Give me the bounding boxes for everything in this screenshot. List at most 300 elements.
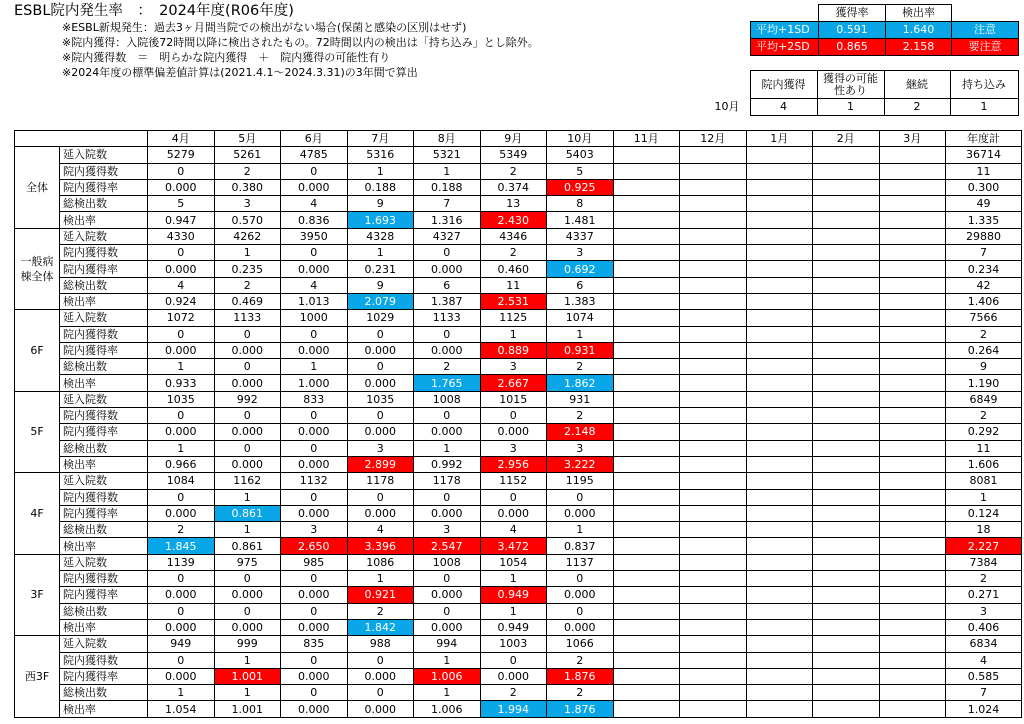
data-cell: 0 [214, 603, 281, 619]
data-cell [680, 424, 747, 440]
data-cell: 1.693 [347, 212, 414, 228]
data-cell [680, 326, 747, 342]
data-cell [813, 636, 880, 652]
data-cell [613, 571, 680, 587]
data-cell [813, 293, 880, 309]
row-label: 延入院数 [60, 147, 148, 163]
total-cell: 7566 [946, 310, 1022, 326]
data-cell [879, 277, 946, 293]
data-cell: 949 [148, 636, 215, 652]
header-month: 6月 [281, 131, 348, 147]
data-cell [680, 408, 747, 424]
total-cell: 0.300 [946, 179, 1022, 195]
note-1: ※ESBL新規発生：過去3ヶ月間当院での検出がない場合(保菌と感染の区別はせず) [62, 21, 467, 34]
data-cell [879, 147, 946, 163]
header-month: 1月 [746, 131, 813, 147]
data-cell [613, 310, 680, 326]
total-cell: 36714 [946, 147, 1022, 163]
data-cell: 5321 [414, 147, 481, 163]
data-cell: 1 [414, 440, 481, 456]
data-cell: 1.006 [414, 668, 481, 684]
data-cell: 1.383 [547, 293, 614, 309]
total-cell: 0.406 [946, 619, 1022, 635]
data-cell [879, 163, 946, 179]
table-row [15, 701, 1022, 717]
data-cell: 988 [347, 636, 414, 652]
total-cell: 7384 [946, 554, 1022, 570]
data-cell: 1 [414, 163, 481, 179]
data-cell [879, 554, 946, 570]
data-cell [613, 342, 680, 358]
data-cell [746, 522, 813, 538]
data-cell: 1 [214, 685, 281, 701]
data-cell: 0 [281, 571, 348, 587]
data-cell [879, 245, 946, 261]
group-label: 一般病棟全体 [15, 228, 60, 309]
data-cell [680, 538, 747, 554]
data-cell: 0.235 [214, 261, 281, 277]
data-cell [879, 505, 946, 521]
row-label: 延入院数 [60, 554, 148, 570]
data-cell: 0 [281, 326, 348, 342]
data-cell [613, 538, 680, 554]
data-cell [680, 473, 747, 489]
table-row [15, 603, 1022, 619]
total-cell: 0.292 [946, 424, 1022, 440]
data-cell: 1.000 [281, 375, 348, 391]
table-row [15, 342, 1022, 358]
data-cell: 1 [480, 571, 547, 587]
data-cell: 2 [148, 522, 215, 538]
data-cell: 1162 [214, 473, 281, 489]
data-cell: 2.547 [414, 538, 481, 554]
data-cell [879, 293, 946, 309]
data-cell: 1 [347, 163, 414, 179]
data-cell: 5 [148, 196, 215, 212]
row-label: 総検出数 [60, 685, 148, 701]
data-cell [813, 489, 880, 505]
data-cell: 1.387 [414, 293, 481, 309]
data-cell: 975 [214, 554, 281, 570]
row-label: 検出率 [60, 212, 148, 228]
total-cell: 2 [946, 408, 1022, 424]
data-cell: 1054 [480, 554, 547, 570]
total-cell: 11 [946, 163, 1022, 179]
data-cell: 0 [414, 245, 481, 261]
table-row [15, 375, 1022, 391]
threshold-1sd-status: 注意 [952, 22, 1019, 39]
data-cell: 3 [281, 522, 348, 538]
data-cell: 994 [414, 636, 481, 652]
total-cell: 2 [946, 326, 1022, 342]
data-cell: 3 [214, 196, 281, 212]
data-cell: 1 [547, 522, 614, 538]
data-cell: 0.836 [281, 212, 348, 228]
data-cell [813, 522, 880, 538]
data-cell [680, 342, 747, 358]
data-cell: 2.531 [480, 293, 547, 309]
data-cell [680, 212, 747, 228]
data-cell: 1 [480, 326, 547, 342]
data-cell [613, 701, 680, 717]
total-cell: 1 [946, 489, 1022, 505]
data-cell: 0.000 [214, 424, 281, 440]
data-cell: 1 [214, 489, 281, 505]
total-cell: 0.234 [946, 261, 1022, 277]
data-cell: 0.000 [281, 587, 348, 603]
data-cell: 0 [480, 489, 547, 505]
data-cell [680, 619, 747, 635]
data-cell [746, 619, 813, 635]
total-cell: 8081 [946, 473, 1022, 489]
data-cell: 0.000 [414, 261, 481, 277]
data-cell: 2.079 [347, 293, 414, 309]
note-3: ※院内獲得数 ＝ 明らかな院内獲得 ＋ 院内獲得の可能性有り [62, 51, 391, 64]
data-cell: 4 [480, 522, 547, 538]
data-cell: 0.000 [347, 701, 414, 717]
total-cell: 49 [946, 196, 1022, 212]
row-label: 総検出数 [60, 359, 148, 375]
group-label: 4F [15, 473, 60, 554]
data-cell [613, 326, 680, 342]
threshold-2sd-det: 2.158 [886, 39, 952, 56]
row-label: 院内獲得数 [60, 489, 148, 505]
header-month: 9月 [480, 131, 547, 147]
data-cell: 1133 [214, 310, 281, 326]
data-cell [746, 489, 813, 505]
threshold-1sd-det: 1.640 [886, 22, 952, 39]
data-cell [746, 261, 813, 277]
data-cell [879, 196, 946, 212]
data-cell: 0 [281, 163, 348, 179]
data-cell [613, 261, 680, 277]
data-cell: 0.949 [480, 619, 547, 635]
data-cell [680, 245, 747, 261]
data-cell [613, 163, 680, 179]
data-cell [813, 196, 880, 212]
data-cell: 0 [281, 440, 348, 456]
data-cell: 2.650 [281, 538, 348, 554]
data-cell: 1132 [281, 473, 348, 489]
data-cell [613, 408, 680, 424]
data-cell: 0 [347, 652, 414, 668]
data-cell: 5349 [480, 147, 547, 163]
data-cell [813, 668, 880, 684]
row-label: 延入院数 [60, 391, 148, 407]
table-row [15, 571, 1022, 587]
data-cell: 0 [414, 408, 481, 424]
data-cell [813, 685, 880, 701]
data-cell: 0.000 [414, 424, 481, 440]
counts-head-continued: 継続 [884, 71, 950, 99]
data-cell [680, 571, 747, 587]
data-cell: 2 [214, 163, 281, 179]
data-cell [613, 636, 680, 652]
header-month: 12月 [680, 131, 747, 147]
group-label: 5F [15, 391, 60, 472]
row-label: 院内獲得率 [60, 179, 148, 195]
header-month: 11月 [613, 131, 680, 147]
data-cell [613, 359, 680, 375]
header-month: 7月 [347, 131, 414, 147]
data-cell: 4 [281, 196, 348, 212]
data-cell [680, 587, 747, 603]
data-cell: 0.000 [214, 342, 281, 358]
data-cell: 1084 [148, 473, 215, 489]
table-row [15, 554, 1022, 570]
data-cell: 1 [414, 652, 481, 668]
data-cell [746, 668, 813, 684]
data-cell: 0.000 [148, 261, 215, 277]
data-cell: 0 [547, 489, 614, 505]
threshold-col-acq: 獲得率 [819, 5, 886, 22]
data-cell: 0 [148, 571, 215, 587]
data-cell: 0 [547, 603, 614, 619]
data-cell [746, 424, 813, 440]
data-cell [680, 196, 747, 212]
data-cell: 5261 [214, 147, 281, 163]
data-cell: 0 [347, 408, 414, 424]
incidence-table [14, 130, 1022, 718]
table-row [15, 261, 1022, 277]
data-cell: 0.949 [480, 587, 547, 603]
data-cell [813, 375, 880, 391]
data-cell: 0 [214, 408, 281, 424]
data-cell: 0.570 [214, 212, 281, 228]
row-label: 院内獲得数 [60, 571, 148, 587]
data-cell: 0.966 [148, 456, 215, 472]
data-cell: 1.013 [281, 293, 348, 309]
group-label: 3F [15, 554, 60, 635]
data-cell: 1015 [480, 391, 547, 407]
data-cell: 2 [547, 652, 614, 668]
data-cell: 2 [347, 603, 414, 619]
note-2: ※院内獲得：入院後72時間以降に検出されたもの。72時間以内の検出は「持ち込み」とし除外。 [62, 36, 539, 49]
data-cell [680, 375, 747, 391]
data-cell: 0 [148, 245, 215, 261]
data-cell [813, 147, 880, 163]
data-cell: 3 [480, 359, 547, 375]
data-cell: 0.000 [347, 505, 414, 521]
data-cell: 0.000 [148, 179, 215, 195]
data-cell [746, 147, 813, 163]
data-cell: 0.837 [547, 538, 614, 554]
total-cell: 18 [946, 522, 1022, 538]
table-row [15, 652, 1022, 668]
data-cell: 2.956 [480, 456, 547, 472]
data-cell [879, 440, 946, 456]
data-cell [813, 310, 880, 326]
data-cell: 2 [547, 408, 614, 424]
threshold-1sd-label: 平均+1SD [751, 22, 819, 39]
data-cell: 1003 [480, 636, 547, 652]
data-cell: 1.481 [547, 212, 614, 228]
data-cell: 1 [281, 359, 348, 375]
data-cell: 0.000 [414, 342, 481, 358]
data-cell: 1133 [414, 310, 481, 326]
row-label: 延入院数 [60, 636, 148, 652]
data-cell [813, 456, 880, 472]
data-cell [813, 277, 880, 293]
data-cell: 0 [148, 603, 215, 619]
data-cell [613, 228, 680, 244]
data-cell [746, 571, 813, 587]
data-cell: 4262 [214, 228, 281, 244]
data-cell: 0 [414, 603, 481, 619]
data-cell: 0 [281, 652, 348, 668]
data-cell: 2.899 [347, 456, 414, 472]
data-cell [746, 277, 813, 293]
data-cell [746, 603, 813, 619]
total-cell: 1.606 [946, 456, 1022, 472]
data-cell [879, 701, 946, 717]
data-cell [613, 179, 680, 195]
table-row [15, 538, 1022, 554]
data-cell: 0 [347, 489, 414, 505]
counts-value-continued: 2 [884, 99, 950, 116]
data-cell [613, 196, 680, 212]
data-cell [680, 668, 747, 684]
data-cell: 0.000 [148, 587, 215, 603]
data-cell: 0.000 [347, 375, 414, 391]
data-cell: 0 [480, 652, 547, 668]
data-cell: 2 [547, 359, 614, 375]
data-cell [613, 440, 680, 456]
data-cell [613, 619, 680, 635]
data-cell: 9 [347, 277, 414, 293]
data-cell [680, 554, 747, 570]
data-cell [813, 619, 880, 635]
data-cell [680, 228, 747, 244]
data-cell: 1139 [148, 554, 215, 570]
data-cell: 0.000 [214, 375, 281, 391]
data-cell: 1035 [347, 391, 414, 407]
data-cell [613, 522, 680, 538]
data-cell: 1137 [547, 554, 614, 570]
counts-value-acquired: 4 [750, 99, 817, 116]
data-cell [613, 505, 680, 521]
data-cell: 0.692 [547, 261, 614, 277]
data-cell: 0.188 [414, 179, 481, 195]
data-cell: 9 [347, 196, 414, 212]
data-cell [746, 212, 813, 228]
data-cell: 0 [214, 326, 281, 342]
data-cell: 0 [148, 163, 215, 179]
row-label: 院内獲得率 [60, 342, 148, 358]
data-cell: 0 [347, 359, 414, 375]
data-cell: 0.188 [347, 179, 414, 195]
data-cell: 1.001 [214, 701, 281, 717]
data-cell [680, 456, 747, 472]
data-cell [879, 473, 946, 489]
data-cell: 0.000 [480, 505, 547, 521]
data-cell: 0.889 [480, 342, 547, 358]
data-cell [813, 424, 880, 440]
data-cell: 1008 [414, 554, 481, 570]
table-row [15, 212, 1022, 228]
table-row [15, 245, 1022, 261]
data-cell: 0 [281, 245, 348, 261]
data-cell: 1008 [414, 391, 481, 407]
data-cell [879, 619, 946, 635]
table-row [15, 179, 1022, 195]
data-cell [746, 375, 813, 391]
data-cell [680, 701, 747, 717]
notes [62, 20, 539, 80]
data-cell: 0.000 [281, 668, 348, 684]
data-cell [613, 391, 680, 407]
data-cell [613, 685, 680, 701]
total-cell: 0.585 [946, 668, 1022, 684]
row-label: 総検出数 [60, 603, 148, 619]
data-cell [879, 538, 946, 554]
row-label: 検出率 [60, 619, 148, 635]
data-cell [613, 375, 680, 391]
total-cell: 2 [946, 571, 1022, 587]
total-cell: 0.124 [946, 505, 1022, 521]
data-cell: 1.842 [347, 619, 414, 635]
data-cell: 1.862 [547, 375, 614, 391]
data-cell [680, 310, 747, 326]
data-cell: 3950 [281, 228, 348, 244]
data-cell: 2.430 [480, 212, 547, 228]
data-cell: 3 [480, 440, 547, 456]
data-cell: 1.876 [547, 701, 614, 717]
data-cell: 5 [547, 163, 614, 179]
data-cell: 1 [214, 652, 281, 668]
data-cell [680, 652, 747, 668]
threshold-2sd-acq: 0.865 [819, 39, 886, 56]
data-cell: 0.000 [148, 505, 215, 521]
header-total: 年度計 [946, 131, 1022, 147]
data-cell [746, 408, 813, 424]
data-cell [746, 440, 813, 456]
data-cell: 1 [214, 522, 281, 538]
data-cell: 0.000 [547, 587, 614, 603]
data-cell [879, 261, 946, 277]
data-cell: 931 [547, 391, 614, 407]
data-cell: 1 [347, 571, 414, 587]
data-cell [613, 293, 680, 309]
table-row [15, 228, 1022, 244]
data-cell [813, 440, 880, 456]
threshold-corner-right [952, 5, 1019, 22]
data-cell [813, 391, 880, 407]
threshold-corner [751, 5, 819, 22]
table-row [15, 505, 1022, 521]
counts-value-possible: 1 [817, 99, 884, 116]
data-cell [879, 179, 946, 195]
data-cell: 1195 [547, 473, 614, 489]
data-cell [813, 587, 880, 603]
total-cell: 0.271 [946, 587, 1022, 603]
counts-head-acquired: 院内獲得 [750, 71, 817, 99]
data-cell [746, 228, 813, 244]
data-cell [746, 163, 813, 179]
data-cell: 1 [214, 245, 281, 261]
row-label: 検出率 [60, 456, 148, 472]
data-cell [879, 571, 946, 587]
data-cell [746, 179, 813, 195]
data-cell: 4 [148, 277, 215, 293]
table-row [15, 408, 1022, 424]
table-row [15, 277, 1022, 293]
data-cell [813, 554, 880, 570]
data-cell: 2 [480, 245, 547, 261]
data-cell: 0.992 [414, 456, 481, 472]
data-cell: 0 [214, 440, 281, 456]
data-cell: 0 [214, 359, 281, 375]
